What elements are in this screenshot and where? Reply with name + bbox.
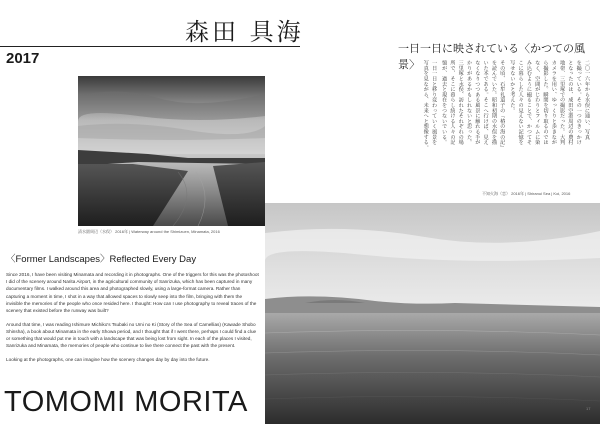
jp-column: 三里塚と水俣、訪れたそれぞれの場 <box>457 60 464 145</box>
page-number: 17 <box>586 406 591 411</box>
jp-column: 一日一日と移り変わっていく風景を <box>431 60 438 145</box>
sea-photo <box>265 203 600 424</box>
article-title-english: 〈Former Landscapes〉Reflected Every Day <box>6 254 197 265</box>
jp-column: こに暮らした人々の見えない記憶を <box>517 60 524 145</box>
year-label: 2017 <box>6 50 40 67</box>
body-paragraph: Around that time, I was reading Ishimure Michiko's Tsubaki no Umi no Ki (Story of the Sea of Camellias) (Kawade Shobo Shinsha), a book about Minamata in the early Showa period, and I thought that if I went there, perhaps I could find a clue or something that would put me in touch with a landscape that was being lost from sight. In each of the places I visited, Sanrizuka and Minamata, the memories of people who continue to live there connect the past with the present. <box>6 321 257 349</box>
article-body-japanese <box>300 60 590 180</box>
river-photo <box>78 76 265 226</box>
jp-column: カメラを用い、ゆっくりと歩きなが <box>550 60 557 145</box>
jp-column: いた本である。そこへ行けば、見え <box>482 60 489 145</box>
jp-column: 写せないかと考えた。 <box>509 60 516 113</box>
artist-name-english: TOMOMI MORITA <box>4 386 248 418</box>
jp-column: 二〇一六年から水俣に通い、写真 <box>584 60 590 140</box>
jp-column: み込むように撮ることで、かつてそ <box>525 60 532 145</box>
jp-column: 地帯、三里塚での撮影だった。大判 <box>559 60 566 145</box>
jp-column: その頃、石牟礼道子の『椿の海の記』 <box>499 60 506 151</box>
jp-column: 所で、そこに暮らし続ける人々の記 <box>449 60 456 145</box>
jp-column: ら撮影した。瞬間を切り取るのでは <box>542 60 549 145</box>
header-rule <box>0 46 300 47</box>
jp-column: となったのは、成田空港周辺の農村 <box>567 60 574 145</box>
artist-name-japanese: 森田 具海 <box>185 18 304 46</box>
body-paragraph: Looking at the photographs, one can imagine how the scenery changes day by day into the future. <box>6 357 210 363</box>
jp-column: かりがあるかもしれないと思った。 <box>466 60 473 145</box>
jp-column: を撮っている。その一つのきっかけ <box>575 60 582 145</box>
jp-column: を読んでいた。昭和初期の水俣を描 <box>490 60 497 145</box>
article-title-japanese: 一日一日に映されている〈かつての風景〉 <box>398 42 585 71</box>
body-paragraph: Since 2016, I have been visiting Minamata and recording it in photographs. One of the triggers for this was the photoshoot I did of the scenery around Narita Airport, in the agricultural community of Sanrizuka, which has been captured in many documentary films. I walked around this area and photographed slowly, using a large-format camera. Rather than capturing a moment in time, I shot in a way that allowed spaces to slowly seep into the film, bringing with them the invisible the memories of the people who once resided here. I thought: How can I use photography to reveal traces of the scenery that existed before the runway was built? <box>6 272 259 314</box>
jp-column: なくなりつつある風景に触れる手が <box>474 60 481 145</box>
right-photo-caption: 不知火海（恋） 2016年 | Shiranui Sea | Koi, 2016 <box>482 191 571 196</box>
article-body-english <box>6 271 260 370</box>
jp-column: 写真を見ながら、未来へと想像する。 <box>422 60 429 151</box>
jp-column: 憶が、過去と現在をつないでいる。 <box>441 60 448 145</box>
left-photo-caption: 清水園周辺（水俣） 2016年 | Waterway around the Shimizuen, Minamata, 2016 <box>78 229 220 234</box>
jp-column: なく、空間がじわりとフィルムに染 <box>534 60 541 145</box>
